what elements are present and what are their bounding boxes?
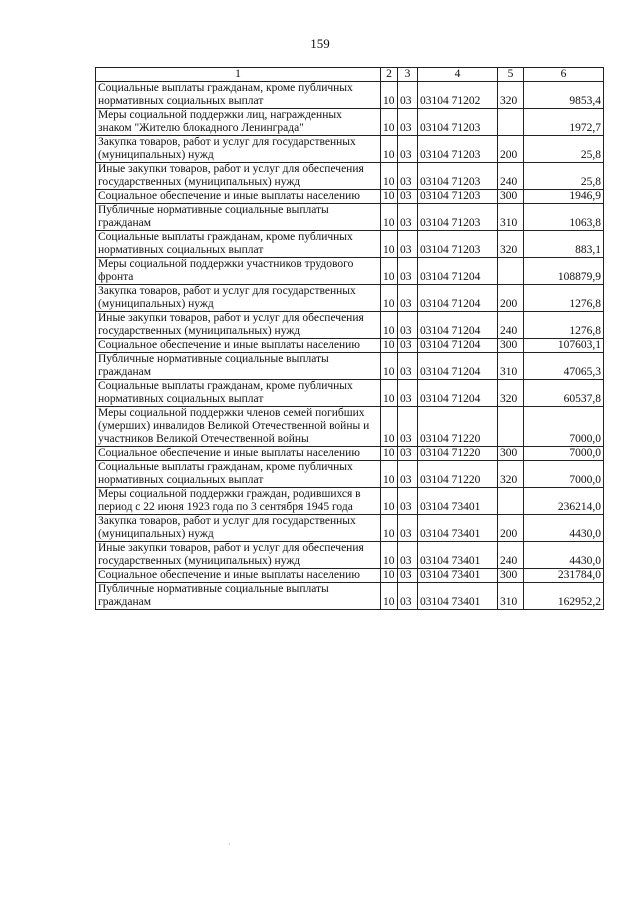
table-row — [96, 380, 604, 407]
target-article-cell: 03104 71204 — [418, 312, 498, 339]
section-code-cell: 10 — [381, 583, 398, 610]
expense-type-cell — [498, 407, 524, 447]
subsection-code-cell: 03 — [398, 569, 418, 583]
table-body — [96, 82, 604, 610]
target-article-cell: 03104 71203 — [418, 163, 498, 190]
subsection-code-cell: 03 — [398, 488, 418, 515]
subsection-code-cell: 03 — [398, 285, 418, 312]
amount-cell: 4430,0 — [524, 515, 604, 542]
section-code-cell: 10 — [381, 542, 398, 569]
target-article-cell: 03104 73401 — [418, 569, 498, 583]
target-article-cell: 03104 71203 — [418, 109, 498, 136]
column-header-4: 4 — [418, 68, 498, 82]
page-number: 159 — [310, 36, 330, 51]
amount-cell: 4430,0 — [524, 542, 604, 569]
row-name-cell: Публичные нормативные социальные выплаты гражданам — [96, 204, 381, 231]
expense-type-cell: 240 — [498, 542, 524, 569]
subsection-code-cell: 03 — [398, 312, 418, 339]
expense-type-cell — [498, 258, 524, 285]
target-article-cell: 03104 71220 — [418, 447, 498, 461]
subsection-code-cell: 03 — [398, 353, 418, 380]
table-row — [96, 109, 604, 136]
column-header-3: 3 — [398, 68, 418, 82]
table-row — [96, 231, 604, 258]
subsection-code-cell: 03 — [398, 190, 418, 204]
section-code-cell: 10 — [381, 461, 398, 488]
amount-cell: 1276,8 — [524, 312, 604, 339]
section-code-cell: 10 — [381, 447, 398, 461]
expense-type-cell: 310 — [498, 353, 524, 380]
target-article-cell: 03104 71202 — [418, 82, 498, 109]
row-name-cell: Социальные выплаты гражданам, кроме публичных нормативных социальных выплат — [96, 380, 381, 407]
section-code-cell: 10 — [381, 231, 398, 258]
amount-cell: 7000,0 — [524, 447, 604, 461]
table-row — [96, 515, 604, 542]
row-name-cell: Социальное обеспечение и иные выплаты населению — [96, 447, 381, 461]
row-name-cell: Социальное обеспечение и иные выплаты населению — [96, 569, 381, 583]
row-name-cell: Закупка товаров, работ и услуг для государственных (муниципальных) нужд — [96, 285, 381, 312]
subsection-code-cell: 03 — [398, 258, 418, 285]
subsection-code-cell: 03 — [398, 447, 418, 461]
amount-cell: 1276,8 — [524, 285, 604, 312]
target-article-cell: 03104 71204 — [418, 258, 498, 285]
expense-type-cell: 300 — [498, 339, 524, 353]
amount-cell: 1972,7 — [524, 109, 604, 136]
table-row — [96, 258, 604, 285]
target-article-cell: 03104 71203 — [418, 231, 498, 258]
amount-cell: 7000,0 — [524, 461, 604, 488]
target-article-cell: 03104 71203 — [418, 190, 498, 204]
expense-type-cell: 310 — [498, 583, 524, 610]
section-code-cell: 10 — [381, 204, 398, 231]
target-article-cell: 03104 71204 — [418, 339, 498, 353]
subsection-code-cell: 03 — [398, 583, 418, 610]
section-code-cell: 10 — [381, 488, 398, 515]
section-code-cell: 10 — [381, 82, 398, 109]
amount-cell: 107603,1 — [524, 339, 604, 353]
table-row — [96, 447, 604, 461]
column-header-2: 2 — [381, 68, 398, 82]
amount-cell: 108879,9 — [524, 258, 604, 285]
row-name-cell: Социальные выплаты гражданам, кроме публичных нормативных социальных выплат — [96, 82, 381, 109]
row-name-cell: Социальное обеспечение и иные выплаты населению — [96, 190, 381, 204]
amount-cell: 231784,0 — [524, 569, 604, 583]
table-row — [96, 583, 604, 610]
expense-type-cell: 200 — [498, 515, 524, 542]
amount-cell: 60537,8 — [524, 380, 604, 407]
expense-type-cell: 320 — [498, 380, 524, 407]
amount-cell: 236214,0 — [524, 488, 604, 515]
target-article-cell: 03104 71220 — [418, 407, 498, 447]
expense-type-cell: 320 — [498, 461, 524, 488]
table-row — [96, 285, 604, 312]
amount-cell: 1946,9 — [524, 190, 604, 204]
subsection-code-cell: 03 — [398, 136, 418, 163]
row-name-cell: Меры социальной поддержки лиц, награжденных знаком "Жителю блокадного Ленинграда" — [96, 109, 381, 136]
amount-cell: 25,8 — [524, 136, 604, 163]
row-name-cell: Иные закупки товаров, работ и услуг для обеспечения государственных (муниципальных) нужд — [96, 542, 381, 569]
table-row — [96, 163, 604, 190]
table-row — [96, 407, 604, 447]
target-article-cell: 03104 71220 — [418, 461, 498, 488]
subsection-code-cell: 03 — [398, 407, 418, 447]
target-article-cell: 03104 71204 — [418, 380, 498, 407]
amount-cell: 1063,8 — [524, 204, 604, 231]
target-article-cell: 03104 71204 — [418, 285, 498, 312]
section-code-cell: 10 — [381, 285, 398, 312]
row-name-cell: Меры социальной поддержки членов семей погибших (умерших) инвалидов Великой Отечественной войны и участников Великой Отечественной войны — [96, 407, 381, 447]
amount-cell: 47065,3 — [524, 353, 604, 380]
table-row — [96, 542, 604, 569]
table-row — [96, 82, 604, 109]
row-name-cell: Иные закупки товаров, работ и услуг для обеспечения государственных (муниципальных) нужд — [96, 312, 381, 339]
table-row — [96, 461, 604, 488]
target-article-cell: 03104 73401 — [418, 488, 498, 515]
row-name-cell: Меры социальной поддержки граждан, родившихся в период с 22 июня 1923 года по 3 сентября 1945 года — [96, 488, 381, 515]
table-row — [96, 312, 604, 339]
subsection-code-cell: 03 — [398, 461, 418, 488]
subsection-code-cell: 03 — [398, 515, 418, 542]
target-article-cell: 03104 71203 — [418, 136, 498, 163]
expense-type-cell: 300 — [498, 447, 524, 461]
amount-cell: 9853,4 — [524, 82, 604, 109]
amount-cell: 162952,2 — [524, 583, 604, 610]
subsection-code-cell: 03 — [398, 380, 418, 407]
target-article-cell: 03104 71204 — [418, 353, 498, 380]
expense-type-cell: 310 — [498, 204, 524, 231]
row-name-cell: Социальные выплаты гражданам, кроме публичных нормативных социальных выплат — [96, 231, 381, 258]
row-name-cell: Публичные нормативные социальные выплаты гражданам — [96, 583, 381, 610]
section-code-cell: 10 — [381, 190, 398, 204]
expense-type-cell: 320 — [498, 231, 524, 258]
table-row — [96, 190, 604, 204]
subsection-code-cell: 03 — [398, 204, 418, 231]
row-name-cell: Меры социальной поддержки участников трудового фронта — [96, 258, 381, 285]
section-code-cell: 10 — [381, 515, 398, 542]
expense-type-cell: 300 — [498, 569, 524, 583]
table-row — [96, 339, 604, 353]
subsection-code-cell: 03 — [398, 163, 418, 190]
row-name-cell: Социальное обеспечение и иные выплаты населению — [96, 339, 381, 353]
subsection-code-cell: 03 — [398, 231, 418, 258]
section-code-cell: 10 — [381, 569, 398, 583]
target-article-cell: 03104 73401 — [418, 583, 498, 610]
amount-cell: 7000,0 — [524, 407, 604, 447]
section-code-cell: 10 — [381, 136, 398, 163]
section-code-cell: 10 — [381, 312, 398, 339]
subsection-code-cell: 03 — [398, 339, 418, 353]
table-row — [96, 204, 604, 231]
expense-type-cell — [498, 109, 524, 136]
section-code-cell: 10 — [381, 109, 398, 136]
amount-cell: 883,1 — [524, 231, 604, 258]
section-code-cell: 10 — [381, 258, 398, 285]
expense-type-cell: 200 — [498, 136, 524, 163]
scan-mark: · — [228, 840, 231, 849]
section-code-cell: 10 — [381, 407, 398, 447]
row-name-cell: Закупка товаров, работ и услуг для государственных (муниципальных) нужд — [96, 515, 381, 542]
budget-table — [95, 67, 604, 610]
expense-type-cell — [498, 488, 524, 515]
expense-type-cell: 200 — [498, 285, 524, 312]
subsection-code-cell: 03 — [398, 542, 418, 569]
row-name-cell: Закупка товаров, работ и услуг для государственных (муниципальных) нужд — [96, 136, 381, 163]
section-code-cell: 10 — [381, 380, 398, 407]
section-code-cell: 10 — [381, 163, 398, 190]
row-name-cell: Иные закупки товаров, работ и услуг для обеспечения государственных (муниципальных) нужд — [96, 163, 381, 190]
target-article-cell: 03104 73401 — [418, 515, 498, 542]
subsection-code-cell: 03 — [398, 109, 418, 136]
section-code-cell: 10 — [381, 353, 398, 380]
column-header-1: 1 — [96, 68, 381, 82]
amount-cell: 25,8 — [524, 163, 604, 190]
table-header-row — [96, 68, 604, 82]
table-row — [96, 353, 604, 380]
subsection-code-cell: 03 — [398, 82, 418, 109]
expense-type-cell: 300 — [498, 190, 524, 204]
table-row — [96, 488, 604, 515]
row-name-cell: Социальные выплаты гражданам, кроме публичных нормативных социальных выплат — [96, 461, 381, 488]
row-name-cell: Публичные нормативные социальные выплаты гражданам — [96, 353, 381, 380]
expense-type-cell: 240 — [498, 163, 524, 190]
target-article-cell: 03104 73401 — [418, 542, 498, 569]
section-code-cell: 10 — [381, 339, 398, 353]
column-header-5: 5 — [498, 68, 524, 82]
target-article-cell: 03104 71203 — [418, 204, 498, 231]
table-row — [96, 136, 604, 163]
column-header-6: 6 — [524, 68, 604, 82]
table-row — [96, 569, 604, 583]
expense-type-cell: 320 — [498, 82, 524, 109]
expense-type-cell: 240 — [498, 312, 524, 339]
